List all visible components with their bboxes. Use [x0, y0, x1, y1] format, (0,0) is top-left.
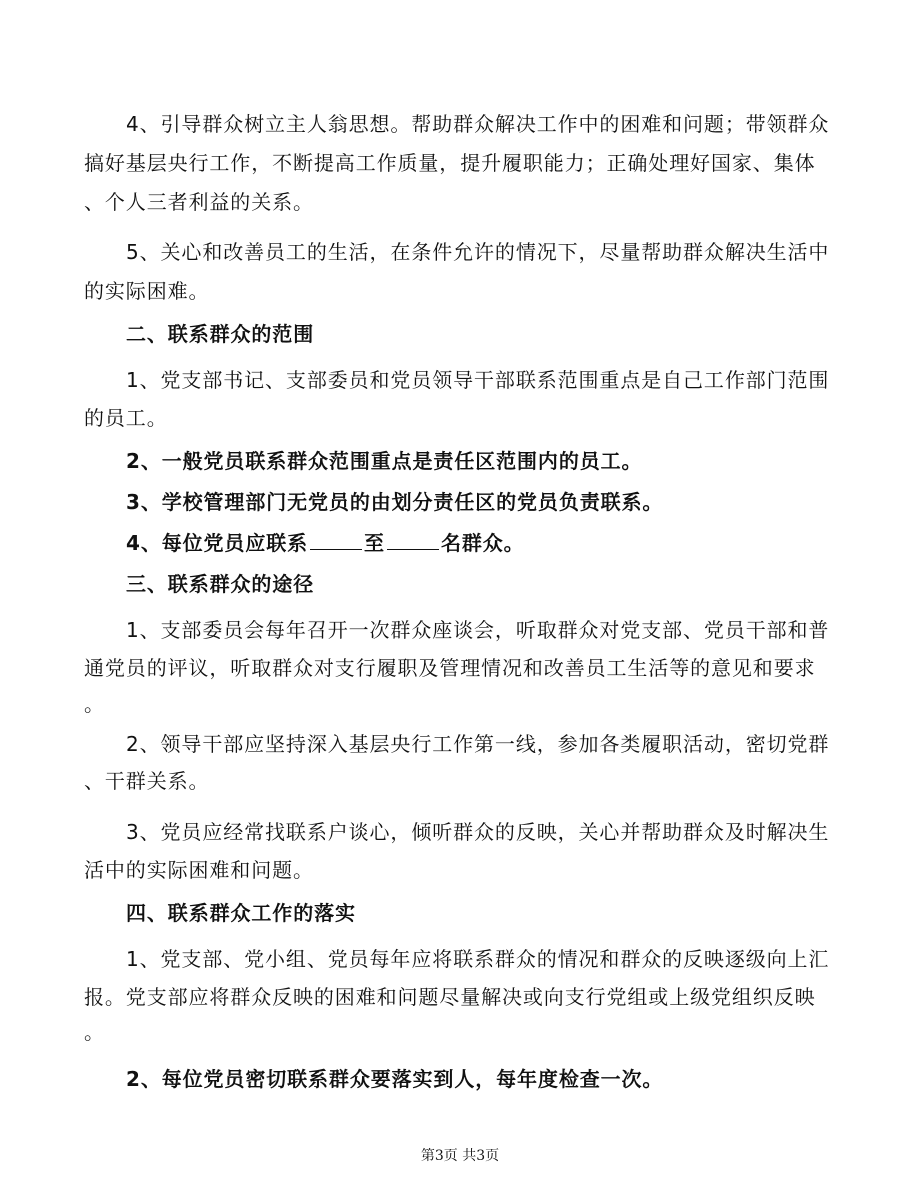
implementation-item-1-line-3: 。 [84, 1020, 105, 1044]
scope-item-1-line-1: 1、党支部书记、支部委员和党员领导干部联系范围重点是自己工作部门范围 [126, 368, 830, 392]
channel-item-2-line-2: 、干群关系。 [84, 769, 210, 793]
quota-suffix: 名群众。 [440, 531, 525, 555]
scope-item-3: 3、学校管理部门无党员的由划分责任区的党员负责联系。 [126, 490, 664, 514]
section-heading-4: 四、联系群众工作的落实 [126, 901, 356, 925]
quota-min-blank [310, 548, 362, 550]
paragraph-4-line-3: 、个人三者利益的关系。 [84, 190, 314, 214]
page-footer: 第3页 共3页 [420, 1148, 500, 1164]
channel-item-1-line-1: 1、支部委员会每年召开一次群众座谈会，听取群众对党支部、党员干部和普 [126, 618, 830, 642]
paragraph-4-line-2: 搞好基层央行工作，不断提高工作质量，提升履职能力；正确处理好国家、集体 [84, 151, 816, 175]
implementation-item-2: 2、每位党员密切联系群众要落实到人，每年度检查一次。 [126, 1067, 664, 1091]
implementation-item-1-line-1: 1、党支部、党小组、党员每年应将联系群众的情况和群众的反映逐级向上汇 [126, 947, 830, 971]
section-heading-2: 二、联系群众的范围 [126, 322, 315, 346]
channel-item-1-line-2: 通党员的评议，听取群众对支行履职及管理情况和改善员工生活等的意见和要求 [84, 656, 816, 680]
scope-item-1-line-2: 的员工。 [84, 406, 168, 430]
paragraph-5-line-1: 5、关心和改善员工的生活，在条件允许的情况下，尽量帮助群众解决生活中 [126, 240, 830, 264]
implementation-item-1-line-2: 报。党支部应将群众反映的困难和问题尽量解决或向支行党组或上级党组织反映 [84, 985, 816, 1009]
paragraph-4-line-1: 4、引导群众树立主人翁思想。帮助群众解决工作中的困难和问题；带领群众 [126, 112, 830, 136]
channel-item-1-line-3: 。 [84, 692, 105, 716]
quota-prefix: 4、每位党员应联系 [126, 531, 309, 555]
quota-max-blank [387, 548, 439, 550]
section-heading-3: 三、联系群众的途径 [126, 572, 315, 596]
channel-item-3-line-1: 3、党员应经常找联系户谈心，倾听群众的反映，关心并帮助群众及时解决生 [126, 820, 830, 844]
channel-item-2-line-1: 2、领导干部应坚持深入基层央行工作第一线，参加各类履职活动，密切党群 [126, 732, 830, 756]
quota-middle: 至 [364, 531, 385, 555]
paragraph-5-line-2: 的实际困难。 [84, 279, 210, 303]
channel-item-3-line-2: 活中的实际困难和问题。 [84, 858, 314, 882]
scope-item-4 [126, 529, 836, 557]
scope-item-2: 2、一般党员联系群众范围重点是责任区范围内的员工。 [126, 449, 643, 473]
